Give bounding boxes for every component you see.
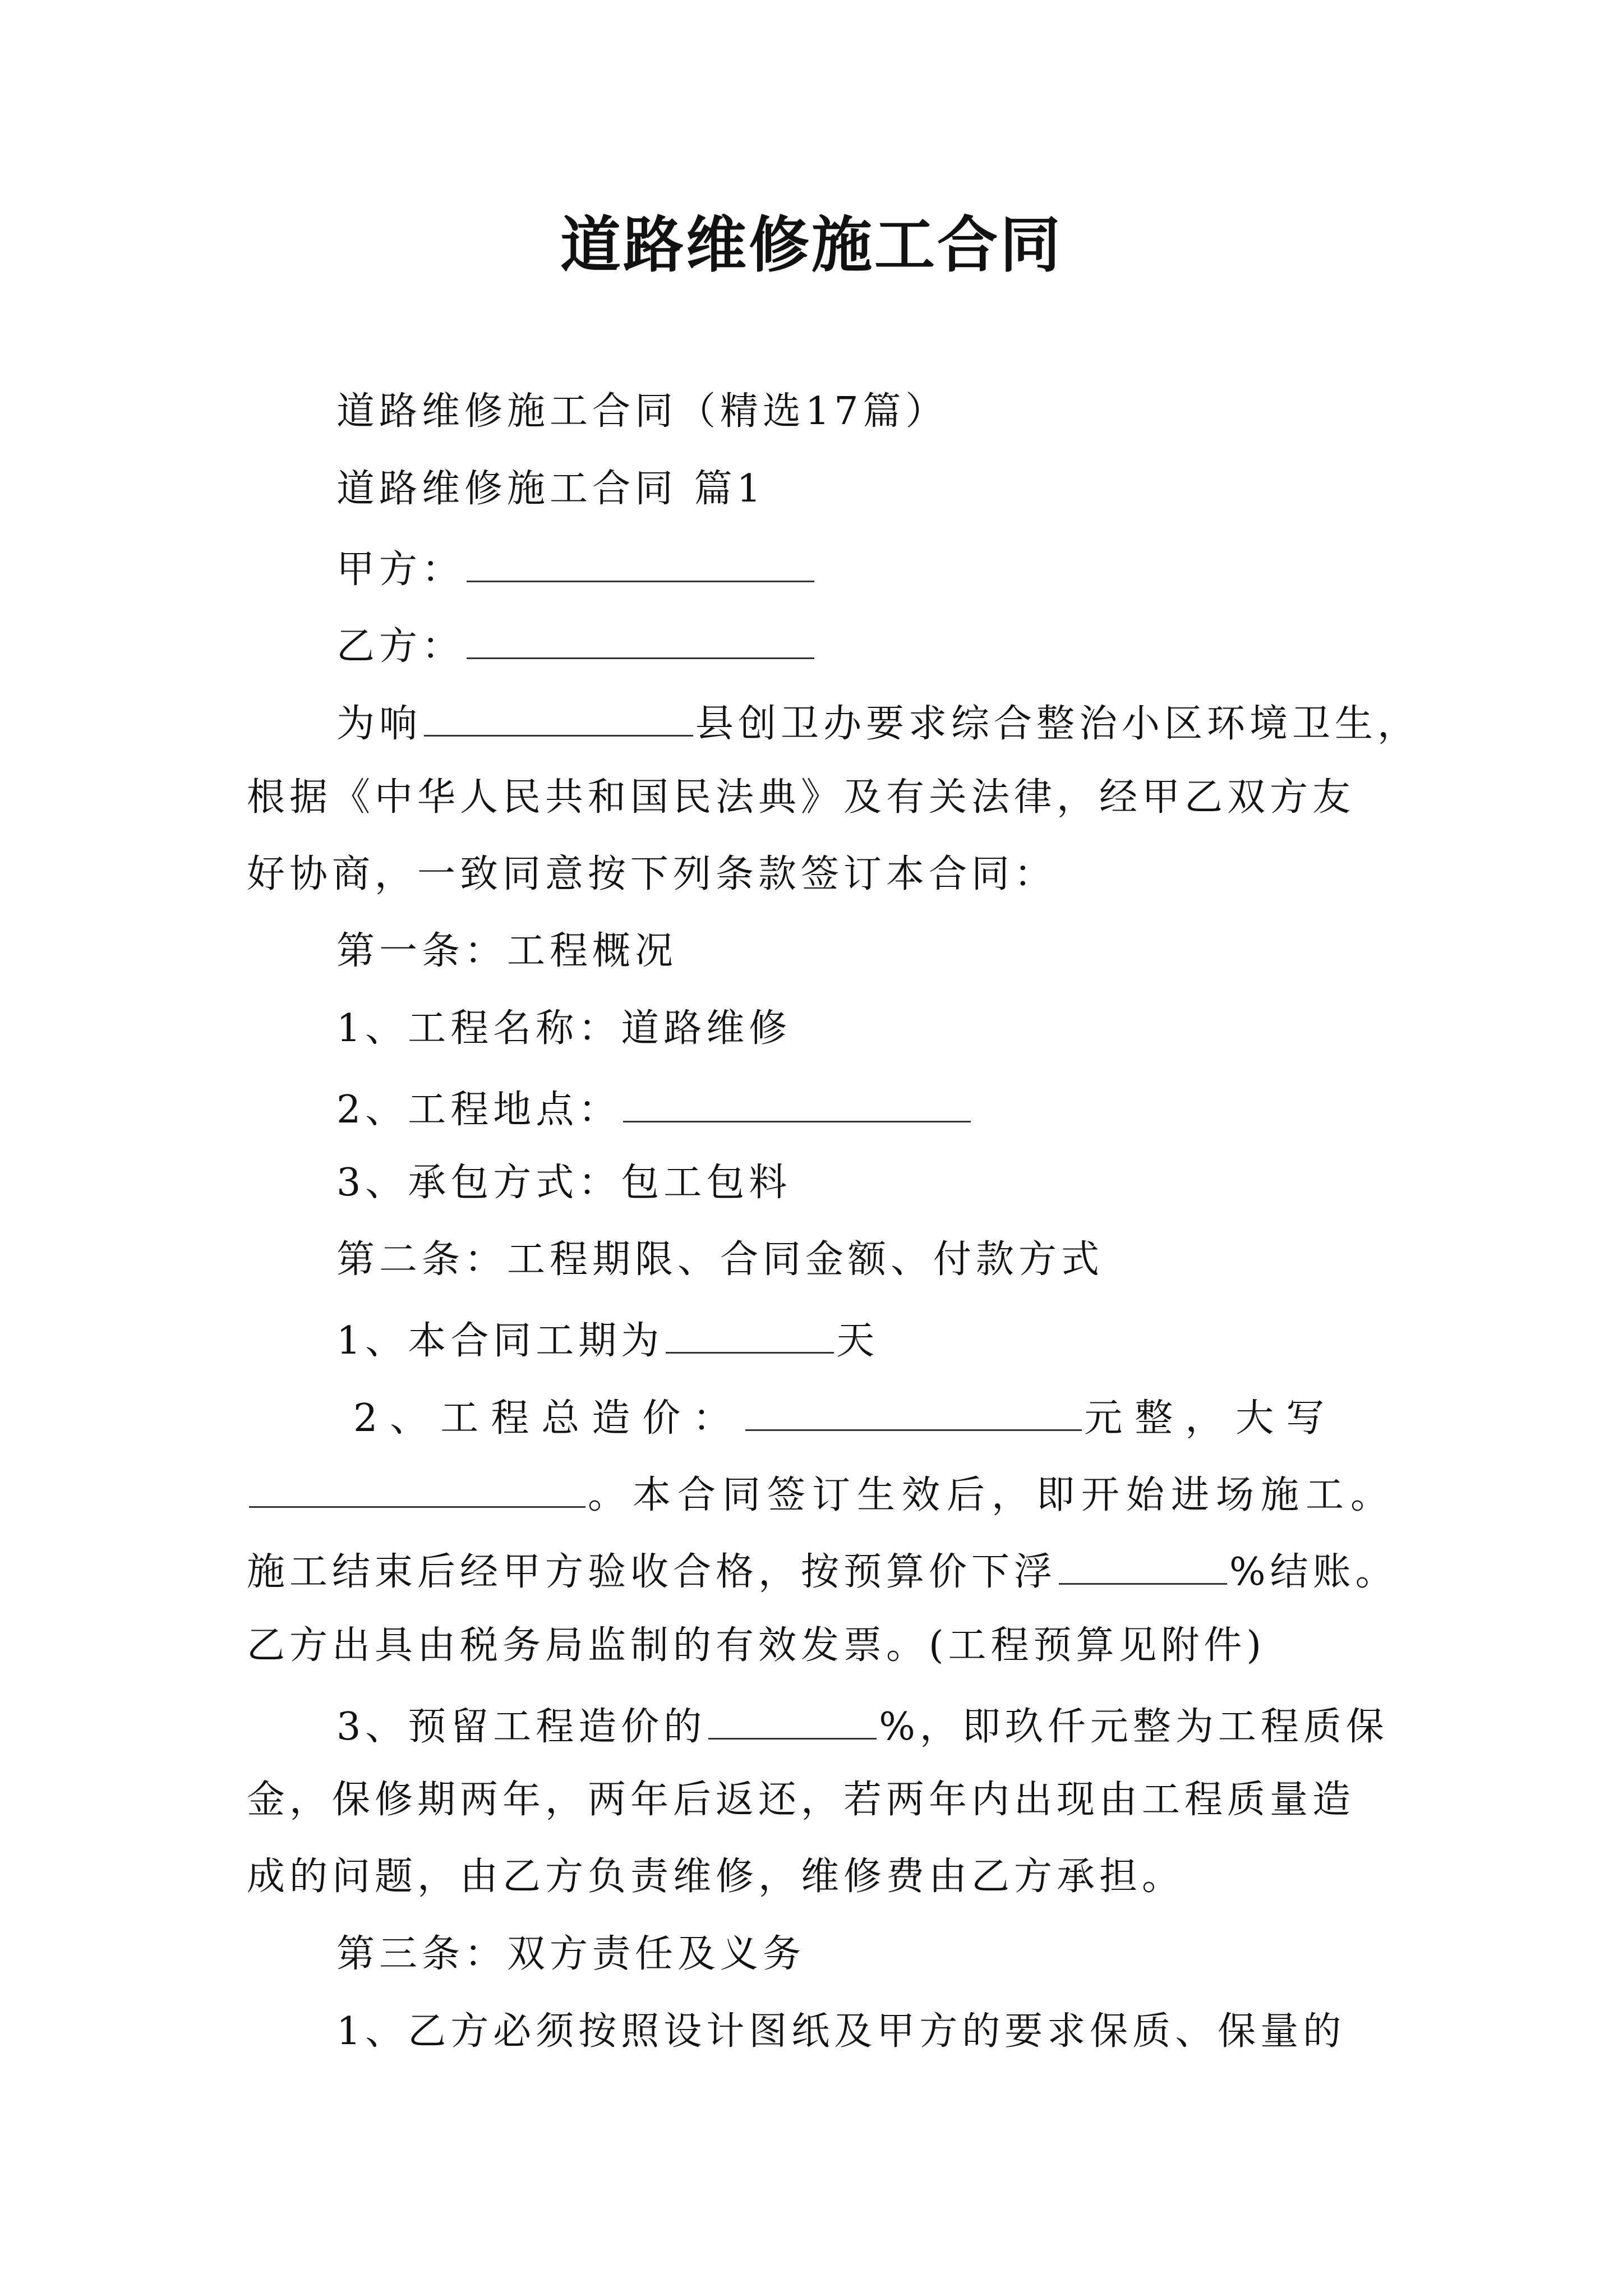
article2-item1 <box>336 1318 1481 1363</box>
section-heading: 道路维修施工合同 篇1 <box>336 467 766 511</box>
retention-prefix: 3、预留工程造价的 <box>336 1705 707 1749</box>
party-b-blank <box>467 624 814 659</box>
intro-prefix: 为响 <box>336 702 422 746</box>
article3-heading: 第三条：双方责任及义务 <box>336 1932 806 1976</box>
article1-item1: 1、工程名称：道路维修 <box>336 1006 792 1051</box>
article3-item1: 1、乙方必须按照设计图纸及甲方的要求保质、保量的 <box>336 2009 1346 2054</box>
article2-item3-line2: 金，保修期两年，两年后返还，若两年内出现由工程质量造 <box>247 1778 1355 1822</box>
location-label: 2、工程地点： <box>336 1088 621 1132</box>
capital-amount-blank <box>249 1473 585 1508</box>
article2-item2-line4: 乙方出具由税务局监制的有效发票。(工程预算见附件) <box>247 1623 1266 1668</box>
article1-item2 <box>336 1087 1481 1132</box>
article1-heading: 第一条：工程概况 <box>336 929 678 973</box>
item2-line2-suffix: 。本合同签订生效后，即开始进场施工。 <box>588 1473 1396 1517</box>
article1-item3: 3、承包方式：包工包料 <box>336 1161 792 1205</box>
duration-suffix: 天 <box>836 1319 879 1363</box>
subtitle: 道路维修施工合同（精选17篇） <box>336 389 948 434</box>
intro-suffix: 县创卫办要求综合整治小区环境卫生， <box>695 702 1421 746</box>
total-price-blank <box>745 1396 1082 1431</box>
party-a-blank <box>467 547 814 582</box>
party-a-label: 甲方： <box>336 547 465 592</box>
article2-item2-line3 <box>247 1549 1398 1594</box>
county-blank <box>424 701 693 737</box>
discount-blank <box>1059 1549 1227 1585</box>
intro-line-3: 好协商，一致同意按下列条款签订本合同： <box>247 852 1057 896</box>
duration-prefix: 1、本合同工期为 <box>336 1319 664 1363</box>
discount-prefix: 施工结束后经甲方验收合格，按预算价下浮 <box>247 1550 1057 1594</box>
party-b-line <box>336 624 1481 669</box>
discount-suffix: %结账。 <box>1229 1550 1398 1594</box>
article2-item2-line1 <box>353 1396 1374 1441</box>
location-blank <box>623 1087 971 1122</box>
retention-suffix: %，即玖仟元整为工程质保 <box>879 1705 1389 1749</box>
article2-item3-line1 <box>336 1704 1481 1749</box>
article2-heading: 第二条：工程期限、合同金额、付款方式 <box>336 1237 1104 1282</box>
document-title: 道路维修施工合同 <box>560 210 1063 280</box>
article2-item3-line3: 成的问题，由乙方负责维修，维修费由乙方承担。 <box>247 1855 1185 1899</box>
intro-line-1 <box>336 701 1481 746</box>
party-a-line <box>336 547 1481 592</box>
intro-line-2: 根据《中华人民共和国民法典》及有关法律，经甲乙双方友 <box>247 775 1355 820</box>
party-b-label: 乙方： <box>336 624 465 669</box>
retention-blank <box>708 1704 877 1740</box>
article2-item2-line2 <box>247 1473 1396 1517</box>
total-price-mid: 元整，大写 <box>1084 1396 1337 1441</box>
duration-blank <box>666 1318 834 1354</box>
total-price-prefix: 2、工程总造价： <box>353 1396 744 1441</box>
